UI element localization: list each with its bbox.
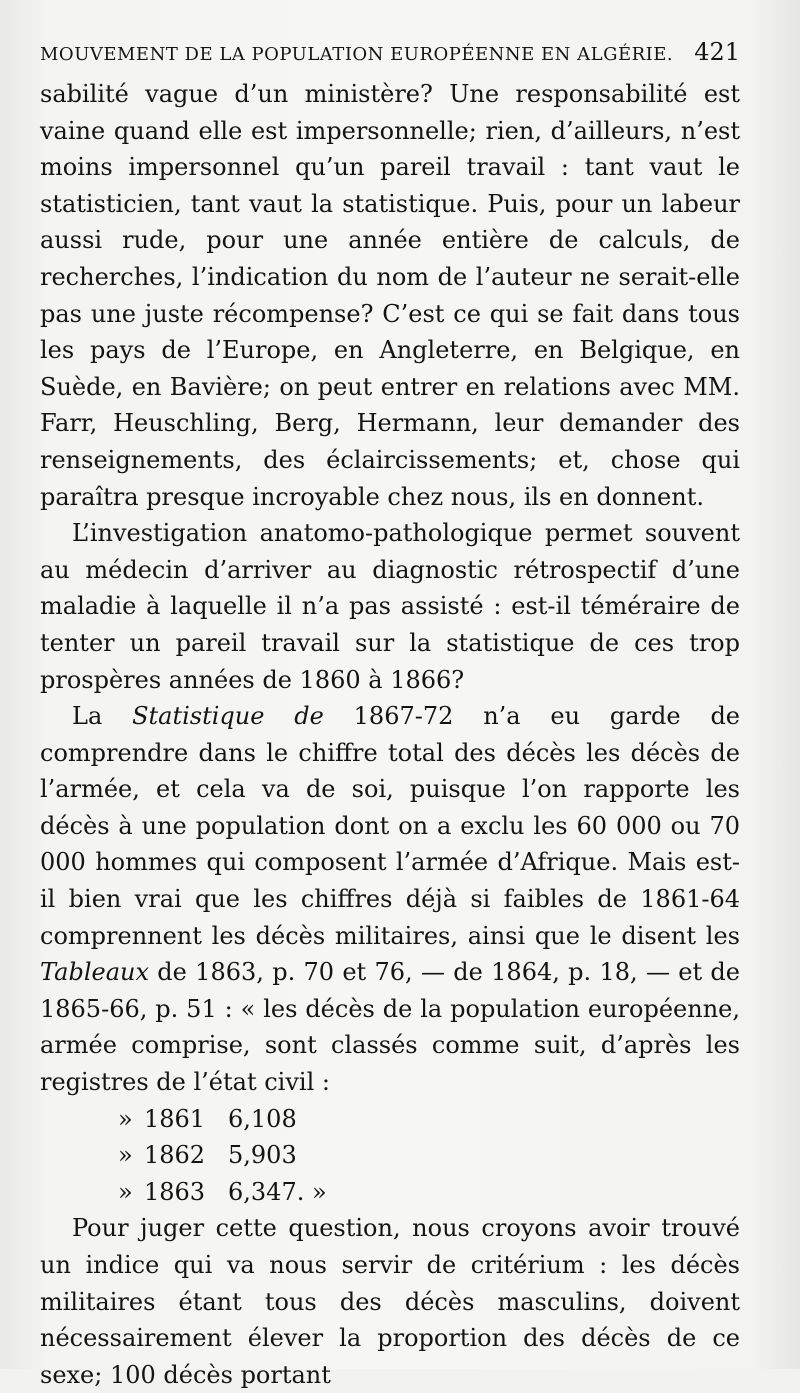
paragraph-4: Pour juger cette question, nous croyons avoir trouvé un indice qui va nous servir de critérium : les décès militaires étant tous des décès masculins, doivent nécessairement élever la proportion des décès de ce sexe; 100 décès portant [40,1214,740,1389]
paragraph-2: L’investigation anatomo-pathologique permet souvent au médecin d’arriver au diagnostic rétrospectif d’une maladie à laquelle il n’a pas assisté : est-il téméraire de tenter un pareil travail sur la statistique de ces trop prospères années de 1860 à 1866? [40,519,740,694]
quote-mark: » [118,1141,133,1170]
paragraph-3-text-a: La [72,702,133,731]
deaths-table [40,1101,740,1211]
page-number: 421 [694,38,740,66]
running-head: MOUVEMENT DE LA POPULATION EUROPÉENNE EN ALGÉRIE. [40,44,674,65]
page-header [40,38,740,72]
paragraph-1: sabilité vague d’un ministère? Une responsabilité est vaine quand elle est impersonnelle; rien, d’ailleurs, n’est moins impersonnel qu’un pareil travail : tant vaut le statisticien, tant vaut la statistique. Puis, pour un labeur aussi rude, pour une année entière de calculs, de recherches, l’indication du nom de l’auteur ne serait-elle pas une juste récompense? C’est ce qui se fait dans tous les pays de l’Europe, en Angleterre, en Belgique, en Suède, en Bavière; on peut entrer en relations avec MM. Farr, Heuschling, Berg, Hermann, leur demander des renseignements, des éclaircissements; et, chose qui paraîtra presque incroyable chez nous, ils en donnent. [40,80,740,511]
table-value: 6,347. » [228,1177,327,1206]
paragraph-3 [40,698,740,1101]
table-value: 6,108 [228,1104,297,1133]
paragraph-3-text-b: 1867-72 n’a eu garde de comprendre dans le chiffre total des décès les décès de l’armée, et cela va de soi, puisque l’on rapporte les décès à une population dont on a exclu les 60 000 ou 70 000 hommes qui composent l’armée d’Afrique. Mais est-il bien vrai que les chiffres déjà si faibles de 1861-64 comprennent les décès militaires, ainsi que le disent les [40,702,741,950]
paragraph-3-italic-1: Statistique de [132,702,324,731]
page-body [40,76,740,1393]
paragraph-3-italic-2: Tableaux [40,958,149,987]
table-row [118,1137,740,1174]
table-value: 5,903 [228,1141,297,1170]
table-year: 1862 [144,1141,206,1170]
quote-mark: » [118,1104,133,1133]
table-row [118,1174,740,1211]
table-year: 1861 [144,1104,206,1133]
table-row [118,1101,740,1138]
table-year: 1863 [144,1177,206,1206]
quote-mark: » [118,1177,133,1206]
paragraph-3-text-c: de 1863, p. 70 et 76, — de 1864, p. 18, — et de 1865-66, p. 51 : « les décès de la population européenne, armée comprise, sont classés comme suit, d’après les registres de l’état civil : [40,958,740,1097]
